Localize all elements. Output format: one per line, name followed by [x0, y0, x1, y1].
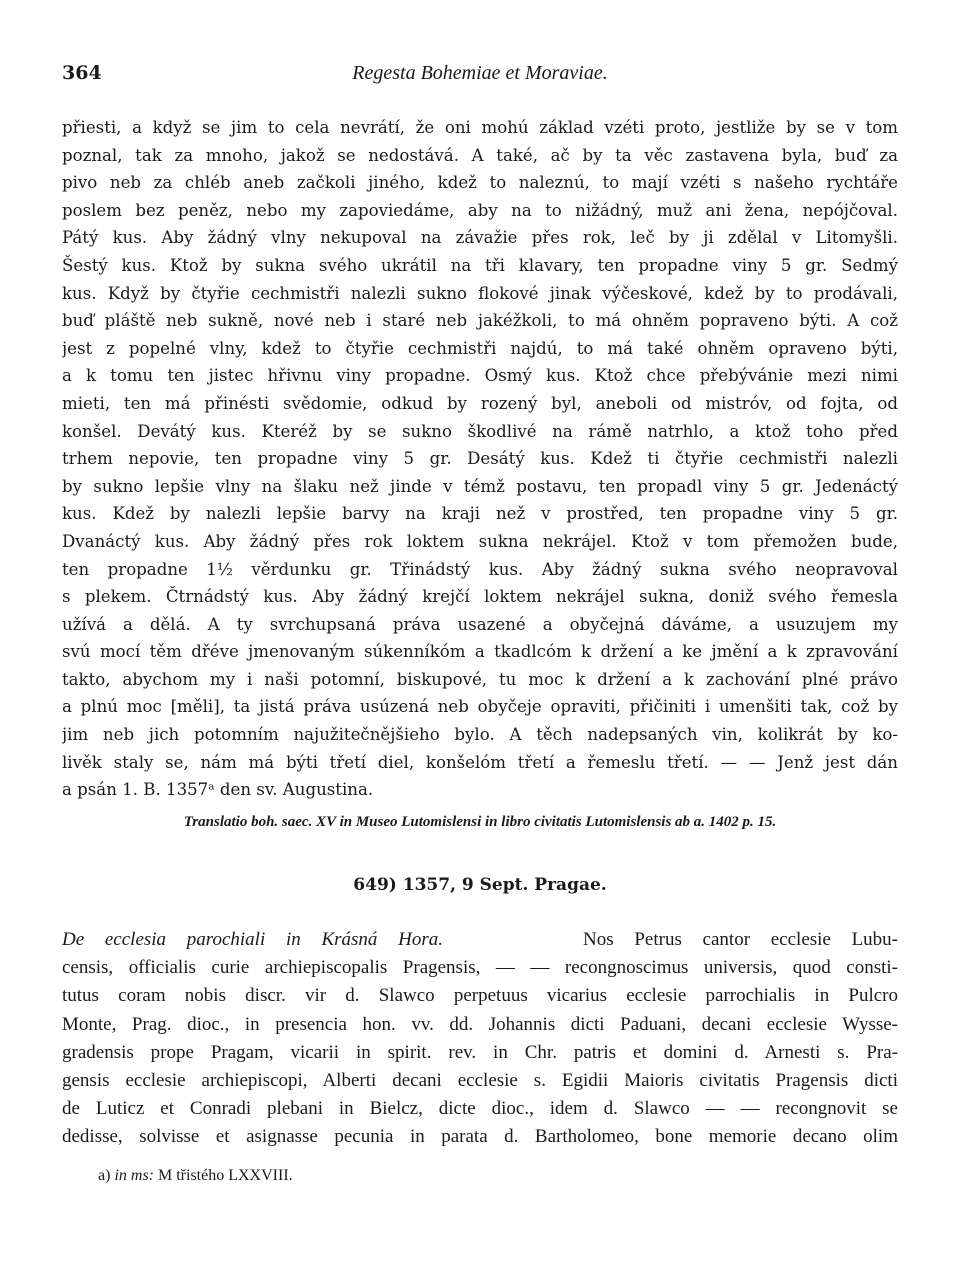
text-line: gradensis prope Pragam, vicarii in spirit. rev. in Chr. patris et domini d. Arnesti s. Pra-	[62, 1041, 898, 1063]
page-number: 364	[62, 62, 102, 84]
text-line: gensis ecclesie archiepiscopi, Alberti decani ecclesie s. Egidii Maioris civitatis Pragensis dicti	[62, 1069, 898, 1091]
text-line: dedisse, solvisse et asignasse pecunia in parata d. Bartholomeo, bone memorie decano olim	[62, 1126, 898, 1148]
text-line: by sukno lepšie vlny na šlaku než jinde v témž postavu, ten propadl viny 5 gr. Jedenáctý	[62, 476, 898, 496]
text-line: s plekem. Čtrnádstý kus. Aby žádný krejčí loktem nekrájel sukna, doniž svého řemesla	[62, 587, 898, 607]
latin-text-block	[62, 926, 898, 1152]
text-line: konšel. Devátý kus. Kteréž by se sukno škodlivé na rámě natrhlo, a ktož toho před	[62, 421, 898, 441]
text-line: Monte, Prag. dioc., in presencia hon. vv. dd. Johannis dicti Paduani, decani ecclesie Wysse-	[62, 1013, 898, 1035]
latin-first-line	[62, 926, 898, 954]
text-line: kus. Kdež by nalezli lepšie barvy na kraji než v prostřed, ten propadne viny 5 gr.	[62, 504, 898, 524]
text-line: jim neb jich potomním najužitečnějšieho bylo. A těch nadepsaných vin, kolikrát by ko-	[62, 725, 898, 745]
text-line: užívá a dělá. A ty svrchupsaná práva usazené a obyčejná dáváme, a usuzujem my	[62, 614, 898, 634]
text-line: mieti, ten má přinésti svědomie, odkud by rozený byl, aneboli od mistróv, od fojta, od	[62, 393, 898, 413]
text-line: de Luticz et Conradi plebani in Bielcz, dicte dioc., idem d. Slawco — — recongnovit se	[62, 1098, 898, 1120]
text-line: ten propadne 1½ věrdunku gr. Třinádstý kus. Aby žádný sukna svého neopravoval	[62, 559, 898, 579]
text-line: a psán 1. B. 1357ᵃ den sv. Augustina.	[62, 780, 374, 800]
source-note: Translatio boh. saec. XV in Museo Lutomislensi in libro civitatis Lutomislensis ab a. 1402 p. 15.	[183, 814, 777, 830]
text-line: přiesti, a když se jim to cela nevrátí, že oni mohú základ vzéti proto, jestliže by se v tom	[62, 118, 898, 137]
footnote-label: in ms:	[114, 1167, 154, 1184]
footnote-text: M třistého LXXVIII.	[158, 1167, 293, 1184]
text-line-continuation: Nos Petrus cantor ecclesie Lubu-	[583, 929, 898, 950]
text-line: livěk staly se, nám má býti třetí diel, konšelóm třetí a řemeslu třetí. — — Jenž jest dán	[62, 752, 898, 772]
running-title: Regesta Bohemiae et Moraviae.	[352, 62, 608, 84]
text-line: pivo neb za chléb aneb začkoli jiného, kdež to naleznú, to mají vzéti s našeho rychtáře	[62, 173, 898, 193]
text-line: buď pláště neb sukně, nové neb i staré neb jakéžkoli, to má ohněm popraveno býti. A což	[62, 311, 898, 331]
text-line: svú mocí těm dřéve jmenovaným súkenníkóm a tkadlcóm k držení a ke jmění a k zpravování	[62, 642, 898, 662]
page-header	[62, 62, 898, 90]
czech-text-block	[62, 114, 898, 804]
text-line: Šestý kus. Ktož by sukna svého ukrátil na tři klavary, ten propadne viny 5 gr. Sedmý	[62, 255, 898, 275]
footnote-marker: a)	[98, 1167, 111, 1184]
text-line: kus. Když by čtyřie cechmistři nalezli sukno flokové jinak výčeskové, kdež by to prodávali,	[62, 283, 898, 303]
text-line: poznal, tak za mnoho, jakož se nedostává. A také, ač by ta věc zastavena byla, buď za	[62, 145, 898, 165]
text-line: poslem bez peněz, nebo my zapoviedáme, aby na to nižádný, muž ani žena, nepójčoval.	[62, 200, 898, 220]
text-line: a k tomu ten jistec hřivnu viny propadne. Osmý kus. Ktož chce přebývánie mezi nimi	[62, 366, 898, 386]
text-line: Dvanáctý kus. Aby žádný přes rok loktem sukna nekrájel. Ktož v tom přemožen bude,	[62, 531, 898, 551]
text-line: tutus coram nobis discr. vir d. Slawco perpetuus vicarius ecclesie parrochialis in Pulcro	[62, 985, 898, 1007]
text-line: trhem nepovie, ten propadne viny 5 gr. Desátý kus. Kdež ti čtyřie cechmistři nalezli	[62, 449, 898, 469]
text-line: takto, abychom my i naši potomní, biskupové, tu moc k držení a k zachování plné právo	[62, 669, 898, 689]
text-line: censis, officialis curie archiepiscopalis Pragensis, — — recongnoscimus universis, quod consti-	[62, 957, 898, 979]
text-line: jest z popelné vlny, kdež to čtyřie cechmistři najdú, to má také ohněm opraveno býti,	[62, 338, 898, 358]
text-line: a plnú moc [měli], ta jistá práva usúzená neb obyčeje opraviti, přičiniti i umenšiti tak, což by	[62, 697, 898, 717]
charter-heading: 649) 1357, 9 Sept. Pragae.	[353, 875, 607, 895]
footnote	[98, 1167, 293, 1185]
text-line: Pátý kus. Aby žádný vlny nekupoval na závažie přes rok, leč by ji zdělal v Litomyšli.	[62, 228, 898, 248]
charter-title: De ecclesia parochiali in Krásná Hora.	[62, 929, 443, 950]
